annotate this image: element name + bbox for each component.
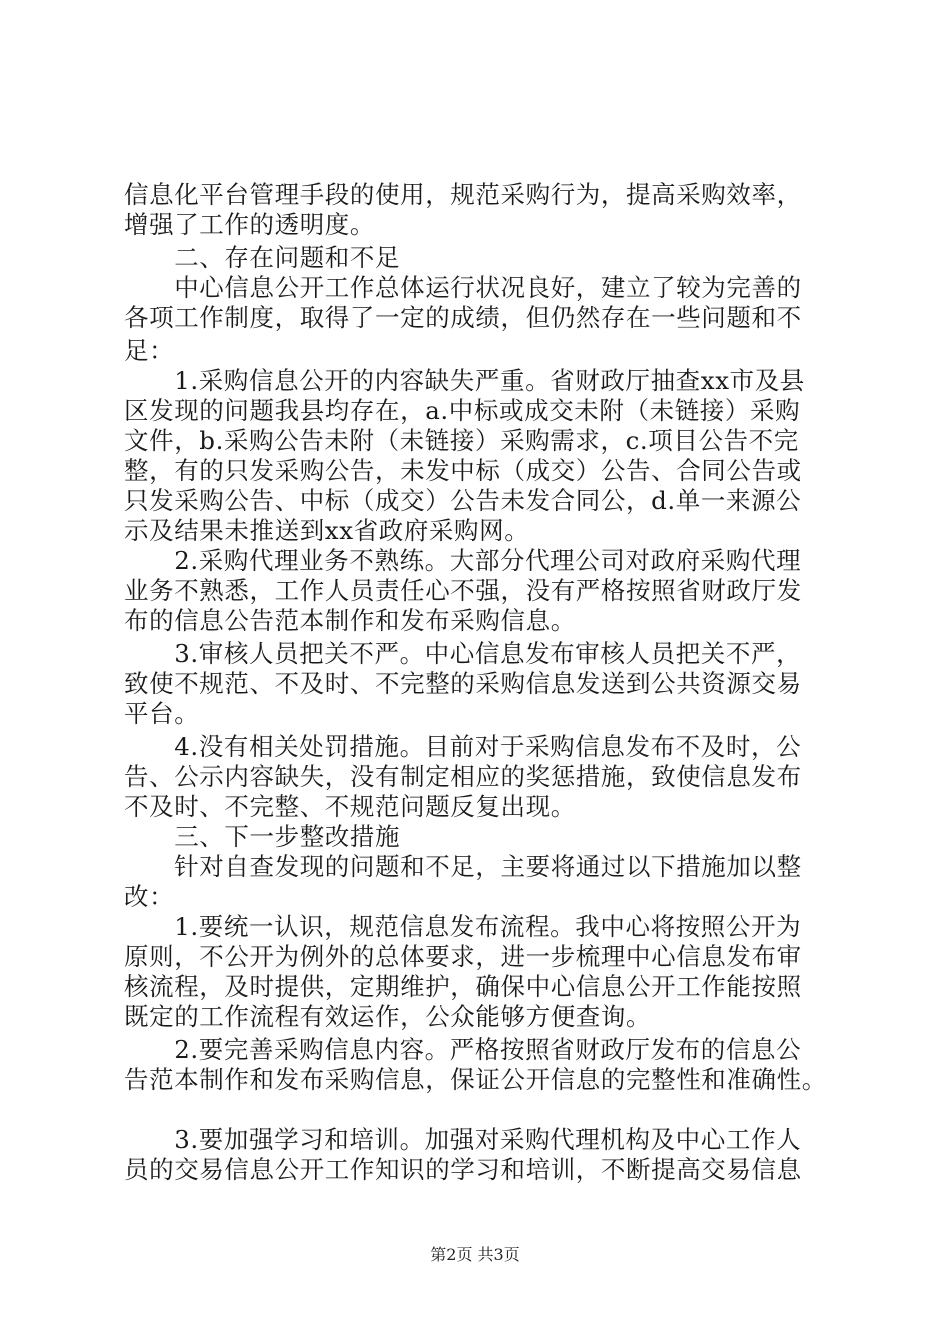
- text-line: 针对自查发现的问题和不足，主要将通过以下措施加以整: [124, 852, 802, 881]
- text-line: 不及时、不完整、不规范问题反复出现。: [124, 792, 576, 821]
- text-line: 二、存在问题和不足: [124, 243, 401, 272]
- text-line: 文件，b.采购公告未附（未链接）采购需求，c.项目公告不完: [124, 426, 799, 455]
- text-line: 员的交易信息公开工作知识的学习和培训，不断提高交易信息: [124, 1155, 802, 1184]
- text-line: 增强了工作的透明度。: [124, 210, 375, 239]
- text-line: 布的信息公告范本制作和发布采购信息。: [124, 606, 576, 635]
- text-line: 3.审核人员把关不严。中心信息发布审核人员把关不严，: [124, 639, 802, 668]
- text-line: 原则，不公开为例外的总体要求，进一步梳理中心信息发布审: [124, 942, 802, 971]
- text-line: 信息化平台管理手段的使用，规范采购行为，提高采购效率，: [124, 180, 802, 209]
- text-line: 平台。: [124, 699, 200, 728]
- text-line: 既定的工作流程有效运作，公众能够方便查询。: [124, 1002, 652, 1031]
- text-line: 3.要加强学习和培训。加强对采购代理机构及中心工作人: [124, 1125, 802, 1154]
- page-footer: 第2页 共3页: [430, 1245, 520, 1264]
- text-line: 业务不熟悉，工作人员责任心不强，没有严格按照省财政厅发: [124, 576, 802, 605]
- text-line: 4.没有相关处罚措施。目前对于采购信息发布不及时，公: [124, 732, 802, 761]
- text-line: 2.要完善采购信息内容。严格按照省财政厅发布的信息公: [124, 1035, 802, 1064]
- text-line: 只发采购公告、中标（成交）公告未发合同公，d.单一来源公: [124, 486, 802, 515]
- text-line: 三、下一步整改措施: [124, 822, 401, 851]
- text-line: 2.采购代理业务不熟练。大部分代理公司对政府采购代理: [124, 546, 802, 575]
- text-line: 告、公示内容缺失，没有制定相应的奖惩措施，致使信息发布: [124, 762, 802, 791]
- text-line: 足：: [124, 336, 175, 365]
- text-line: 整，有的只发采购公告，未发中标（成交）公告、合同公告或: [124, 456, 802, 485]
- text-line: 示及结果未推送到xx省政府采购网。: [124, 516, 530, 545]
- text-line: 1.要统一认识，规范信息发布流程。我中心将按照公开为: [124, 912, 802, 941]
- text-line: 致使不规范、不及时、不完整的采购信息发送到公共资源交易: [124, 669, 802, 698]
- text-line: 告范本制作和发布采购信息，保证公开信息的完整性和准确性。: [124, 1065, 827, 1094]
- text-line: 核流程，及时提供，定期维护，确保中心信息公开工作能按照: [124, 972, 802, 1001]
- text-line: 改：: [124, 882, 175, 911]
- text-line: 中心信息公开工作总体运行状况良好，建立了较为完善的: [124, 273, 802, 302]
- text-line: 各项工作制度，取得了一定的成绩，但仍然存在一些问题和不: [124, 303, 802, 332]
- text-line: 1.采购信息公开的内容缺失严重。省财政厅抽查xx市及县: [124, 366, 805, 395]
- text-line: 区发现的问题我县均存在，a.中标或成交未附（未链接）采购: [124, 396, 801, 425]
